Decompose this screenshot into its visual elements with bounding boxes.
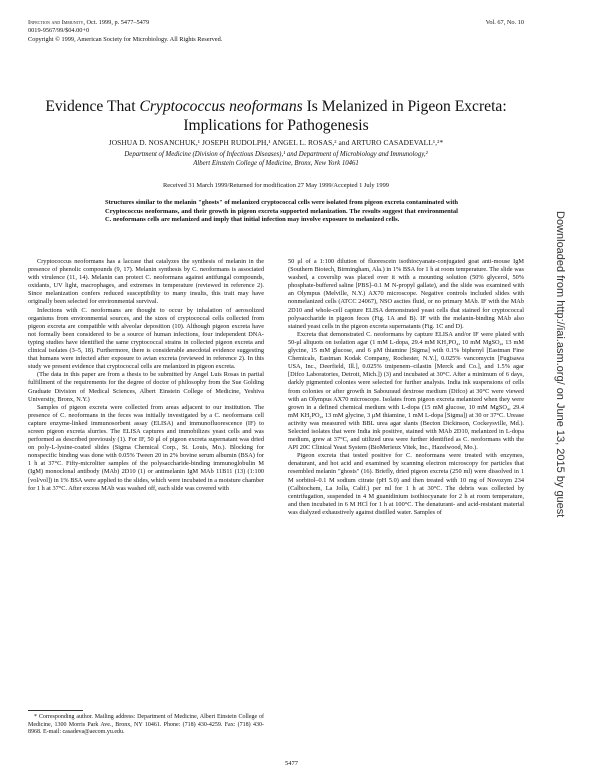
paragraph: Cryptococcus neoformans has a laccase that catalyzes the synthesis of melanin in the presence of phenolic compounds (9, 17). Melanin synthesis by C. neoformans is associated with virulence (11, 14). Melanin can protect C. neoformans against antifungal compounds, oxidants, UV light, macrophages, and extremes in temperature (reviewed in reference 2). Since melanization confers reduced susceptibility to many insults, this trait may have originally been selected for environmental survival. bbox=[28, 258, 264, 306]
affiliation: Department of Medicine (Division of Infectious Diseases),¹ and Department of Microbiology and Immunology,² Albert Einstein College of Medicine, Bronx, New York 10461 bbox=[124, 151, 428, 167]
footnote bbox=[28, 714, 264, 737]
body-column-right bbox=[288, 258, 524, 517]
paragraph: Pigeon excreta that tested positive for C. neoformans were treated with enzymes, denaturant, and hot acid and examined by scanning electron microscopy for particles that resembled melanin "ghosts" (16). Briefly, dried pigeon excreta (250 ml) were dissolved in 1 M sorbitol–0.1 M sodium citrate (pH 5.0) and then treated with 10 mg of Novozym 234 (Calbiochem, La Jolla, Calif.) per ml for 1 h at 30°C. The debris was collected by centrifugation, suspended in 4 M guanidinium isothiocyanate for 2 h at room temperature, and then incubated in 6 M HCl for 1 h at 100°C. The denaturant- and acid-resistant material was dialyzed exhaustively against distilled water. Samples of bbox=[288, 452, 524, 516]
body-column-left bbox=[28, 258, 264, 493]
corresponding-author-note: * Corresponding author. Mailing address: Department of Medicine, Albert Einstein College of Medicine, 1300 Morris Park Ave., Bronx, NY 10461. Phone: (718) 430-4259. Fax: (718) 430-8968. E-mail: casadeva@aecom.yu.edu. bbox=[28, 714, 264, 736]
paragraph: (The data in this paper are from a thesis to be submitted by Angel Luis Rosas in partial fulfillment of the requirements for the degree of doctor of philosophy from the Sue Golding Graduate Division of Medical Sciences, Albert Einstein College of Medicine, Yeshiva University, Bronx, N.Y.) bbox=[28, 371, 264, 403]
paragraph: Infections with C. neoformans are thought to occur by inhalation of aerosolized organisms from environmental sources, and the sizes of cryptococcal cells collected from pigeon excreta are compatible with alveolar deposition (10). Although pigeon excreta have not formally been considered to be a source of human infections, four independent DNA-typing studies have identified the same cryptococcal strains in collected pigeon excreta and clinical isolates (3–5, 18). Furthermore, there is considerable anecdotal evidence suggesting that humans were infected after exposure to avian excreta (reviewed in reference 2). In this study we present evidence that cryptococcal cells are melanized in pigeon excreta. bbox=[28, 306, 264, 371]
page-number: 5477 bbox=[285, 760, 298, 767]
footnote-divider bbox=[28, 710, 83, 711]
copyright-line: Copyright © 1999, American Society for Microbiology. All Rights Reserved. bbox=[28, 35, 223, 43]
author-list: JOSHUA D. NOSANCHUK,¹ JOSEPH RUDOLPH,¹ ANGEL L. ROSAS,² and ARTURO CASADEVALL¹,²* bbox=[108, 138, 444, 147]
paragraph: Excreta that demonstrated C. neoformans by capture ELISA and/or IF were plated with 50-μl aliquots on isolation agar (1 mM L-dopa, 29.4 mM KH₂PO₄, 10 mM MgSO₄, 13 mM glycine, 15 mM glucose, and 6 μM thiamine [Sigma] with 0.1% biphenyl [Eastman Fine Chemicals, Eastman Kodak Company, Rochester, N.Y.], 0.025% vancomycin [Fugisawa USA, Inc., Deerfield, Ill.], 0.025% imipenem–cilastin [Merck and Co.], and 1.5% agar [Difco Laboratories, Detroit, Mich.]) (3) and incubated at 30°C. After a minimum of 6 days, darkly pigmented colonies were selected for further analysis. India ink suspensions of cells from colonies or after growth in Sabouraud dextrose medium (Difco) at 30°C were viewed with an Olympus AX70 microscope. Isolates from pigeon excreta melanized when they were grown in a defined chemical medium with L-dopa (15 mM glucose, 10 mM MgSO₄, 29.4 mM KH₂PO₄, 13 mM glycine, 3 μM thiamine, 1 mM L-dopa [Sigma]) at 30 or 37°C. Urease activity was measured with BBL urea agar slants (Becton Dickinson, Cockeysville, Md.). Selected isolates that were India ink positive, stained with MAb 2D10, melanized in L-dopa medium, grew at 37°C, and utilized urea were further identified as C. neoformans with the API 20C Clinical Yeast System (BioMerieux Vitek, Inc., Hazelwood, Mo.). bbox=[288, 330, 524, 452]
journal-citation: Infection and Immunity, Oct. 1999, p. 5477–5479 bbox=[28, 19, 150, 26]
received-dates: Received 31 March 1999/Returned for modification 27 May 1999/Accepted 1 July 1999 bbox=[163, 182, 389, 189]
article-title: Evidence That Cryptococcus neoformans Is Melanized in Pigeon Excreta: Implications for Pathogenesis bbox=[45, 98, 507, 134]
volume-label: Vol. 67, No. 10 bbox=[485, 19, 524, 26]
download-watermark: Downloaded from http://iai.asm.org/ on June 13, 2015 by guest bbox=[554, 211, 566, 518]
paragraph: 50 μl of a 1:100 dilution of fluorescein isothiocyanate-conjugated goat anti-mouse IgM (Southern Biotech, Birmingham, Ala.) in 1% BSA for 1 h at room temperature. The slide was washed, a coverslip was placed over it with a mounting solution (50% glycerol, 50% phosphate-buffered saline [PBS]–0.1 M N-propyl gallate), and the slide was examined with an Olympus (Melville, N.Y.) AX70 microscope. Negative controls included slides with nonmelanized cells (ATCC 24067), NSO ascites fluid, or no primary MAb. IF with the MAb 2D10 and whole-cell capture ELISA demonstrated yeast cells that stained for cryptococcal polysaccharide in pigeon feces (Fig. 1A and B). IF with the melanin-binding MAb also stained yeast cells in the pigeon excreta supernatants (Fig. 1C and D). bbox=[288, 258, 524, 330]
paragraph: Samples of pigeon excreta were collected from areas adjacent to our institution. The presence of C. neoformans in the feces was initially investigated by a C. neoformans cell capture enzyme-linked immunosorbent assay (ELISA) and immunofluorescence (IF) to screen pigeon excreta slurries. The ELISA captures and immobilizes yeast cells and was performed as described previously (1). For IF, 50 μl of pigeon excreta supernatant was dried on poly-L-lysine-coated slides (Sigma Chemical Corp., St. Louis, Mo.). Blocking for nonspecific binding was done with 0.05% Tween 20 in 2% bovine serum albumin (BSA) for 1 h at 37°C. Fifty-microliter samples of the polysaccharide-binding immunoglobulin M (IgM) monoclonal antibody (MAb) 2D10 (1) or antimelanin IgM MAb 11B11 (13) (1:100 [vol/vol]) in 1% BSA were applied to the slides, which were incubated in a moisture chamber for 1 h at 37°C. After excess MAb was washed off, each slide was covered with bbox=[28, 403, 264, 492]
abstract: Structures similar to the melanin "ghosts" of melanized cryptococcal cells were isolated from pigeon excreta contaminated with Cryptococcus neoformans, and their growth in pigeon excreta supported melanization. The results suggest that environmental C. neoformans cells are melanized and imply that initial infection may involve exposure to melanized cells. bbox=[105, 199, 458, 224]
title-species: Cryptococcus neoformans bbox=[139, 98, 303, 115]
issn-line: 0019-9567/99/$04.00+0 bbox=[28, 27, 90, 35]
running-header bbox=[28, 19, 222, 44]
